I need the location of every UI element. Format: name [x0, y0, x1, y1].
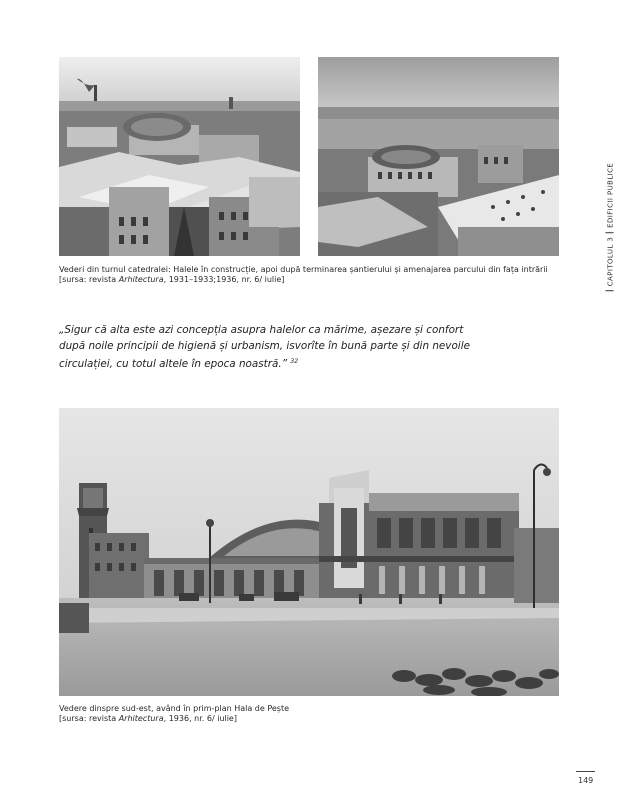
separator-bar — [606, 232, 614, 233]
quote-line-1: „Sigur că alta este azi concepția asupra halelor ca mărime, așezare și confort — [59, 324, 464, 336]
page-number: 149 — [578, 776, 594, 785]
quote-line-3 — [59, 354, 459, 372]
caption-bottom-source-journal: Arhitectura — [118, 714, 164, 723]
aerial-market-photo — [318, 57, 559, 256]
photo-caption-bottom — [59, 704, 289, 724]
aerial-market-icon — [318, 57, 559, 256]
caption-top-source-prefix: [sursa: revista — [59, 275, 119, 284]
caption-bottom-line-1: Vedere dinspre sud-est, având în prim-plan Hala de Pește — [59, 704, 290, 713]
market-hall-photo — [59, 408, 559, 696]
chapter-side-label-text — [606, 163, 615, 295]
caption-top-line-2 — [59, 275, 548, 285]
quote-block — [59, 322, 470, 372]
page-number-rule — [576, 771, 595, 772]
caption-bottom-line-2 — [59, 714, 289, 724]
aerial-city-icon — [59, 57, 300, 256]
quote-line-3-text: circulației, cu totul altele în epoca noastră.” — [59, 358, 288, 370]
chapter-side-label — [605, 164, 615, 294]
caption-bottom-source-suffix: , 1936, nr. 6/ iulie] — [163, 714, 237, 723]
caption-top-source-journal: Arhitectura — [118, 275, 164, 284]
caption-top-source-suffix: , 1931–1933;1936, nr. 6/ iulie] — [163, 275, 285, 284]
footnote-marker: 32 — [290, 358, 299, 365]
chapter-label: CAPITOLUL 3 — [606, 236, 615, 287]
photo-caption-top — [59, 265, 548, 285]
section-label: EDIFICII PUBLICE — [606, 162, 615, 228]
quote-line-2: după noile principii de higienă și urbanism, isvorîte în bună parte și din nevoile — [59, 340, 470, 352]
aerial-city-photo — [59, 57, 300, 256]
caption-bottom-source-prefix: [sursa: revista — [59, 714, 119, 723]
caption-top-line-1: Vederi din turnul catedralei: Halele în construcție, apoi după terminarea șantierului și amenajarea parcului din fața intrării — [59, 265, 548, 274]
separator-bar — [606, 290, 614, 291]
market-hall-icon — [59, 408, 559, 696]
